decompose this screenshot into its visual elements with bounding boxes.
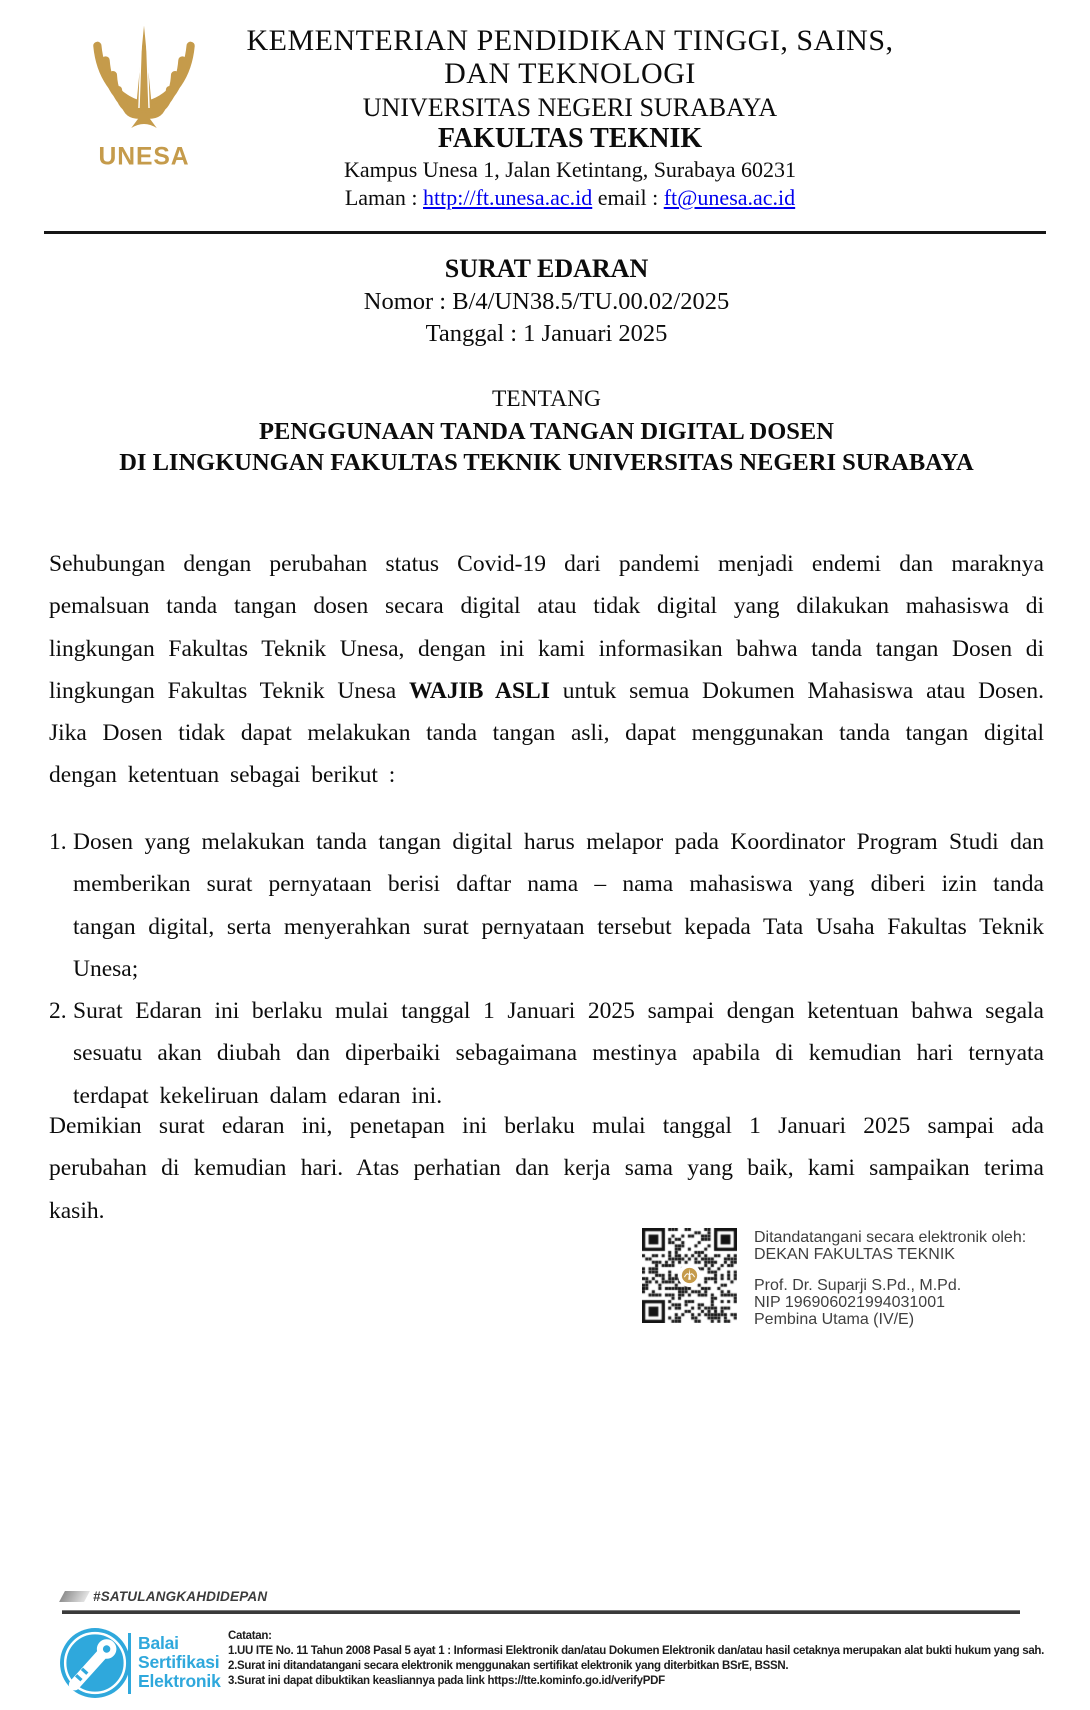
about-label: TENTANG (491, 386, 602, 412)
opening-paragraph (49, 543, 1044, 797)
bse-wordmark (138, 1634, 221, 1691)
footer-notes (228, 1629, 1058, 1689)
note-line: 3.Surat ini dapat dibuktikan keasliannya pada link https://tte.kominfo.go.id/verifyPDF (228, 1675, 665, 1687)
tagline-accent-shape (59, 1591, 90, 1602)
laman-label: Laman : (344, 185, 424, 210)
campus-address: Kampus Unesa 1, Jalan Ketintang, Surabaya 60231 (343, 157, 797, 182)
paragraph-text: Sehubungan dengan perubahan status Covid-19 dari pandemi menjadi endemi dan maraknya pemalsuan tanda tangan dosen secara digital atau tidak digital yang dilakukan mahasiswa di lingkungan Fakultas Teknik Unesa, dengan ini kami informasikan bahwa tanda tangan Dosen di lingkungan Fakultas Teknik Unesa (49, 551, 1044, 704)
university-name: UNIVERSITAS NEGERI SURABAYA (362, 93, 778, 122)
letter-subject-block (49, 384, 1044, 479)
unesa-logo-text: UNESA (98, 143, 190, 171)
footer-divider (62, 1610, 1020, 1614)
letter-title-block (49, 253, 1044, 351)
signer-position: DEKAN FAKULTAS TEKNIK (754, 1246, 955, 1263)
list-item-text: Surat Edaran ini berlaku mulai tanggal 1 Januari 2025 sampai dengan ketentuan bahwa segala sesuatu akan diubah dan diperbaiki sebagaimana mestinya apabila di kemudian hari ternyata terdapat kekeliruan dalam edaran ini. (73, 998, 1044, 1109)
note-line: 1.UU ITE No. 11 Tahun 2008 Pasal 5 ayat 1 : Informasi Elektronik dan/atau Dokumen Elektronik dan/atau hasil cetaknya merupakan alat bukti hukum yang sah. (228, 1645, 1045, 1657)
list-item-number: 2. (49, 998, 67, 1025)
provisions-list (49, 821, 1044, 1117)
subject-line1: PENGGUNAAN TANDA TANGAN DIGITAL DOSEN (259, 417, 834, 445)
bse-name-line1: Balai (138, 1633, 179, 1653)
bse-vertical-divider (128, 1633, 131, 1694)
email-label: email : (592, 185, 664, 210)
unesa-mini-emblem-icon (681, 1267, 698, 1284)
signature-block (754, 1229, 1074, 1328)
website-link[interactable]: http://ft.unesa.ac.id (423, 185, 593, 210)
faculty-name: FAKULTAS TEKNIK (437, 123, 703, 154)
note-line: 2.Surat ini ditandatangani secara elektronik menggunakan sertifikat elektronik yang diterbitkan BSrE, BSSN. (228, 1660, 789, 1672)
email-link[interactable]: ft@unesa.ac.id (663, 185, 796, 210)
letterhead (100, 24, 1040, 212)
spacer (754, 1263, 1074, 1277)
letterhead-divider (44, 231, 1046, 234)
signed-by-label: Ditandatangani secara elektronik oleh: (754, 1229, 1027, 1246)
closing-paragraph: Demikian surat edaran ini, penetapan ini berlaku mulai tanggal 1 Januari 2025 sampai ada perubahan di kemudian hari. Atas perhatian dan kerja sama yang baik, kami sampaikan terima kasih. (49, 1113, 1044, 1224)
list-item (49, 821, 1044, 990)
signature-qr-code (642, 1228, 737, 1323)
list-item (49, 990, 1044, 1117)
footer-tagline: #SATULANGKAHDIDEPAN (93, 1588, 268, 1604)
wajib-asli-emphasis: WAJIB ASLI (409, 677, 550, 704)
subject-line2: DI LINGKUNGAN FAKULTAS TEKNIK UNIVERSITAS NEGERI SURABAYA (119, 449, 974, 476)
document-type: SURAT EDARAN (444, 254, 649, 283)
signer-rank: Pembina Utama (IV/E) (754, 1311, 915, 1328)
contact-line (100, 184, 1040, 212)
bse-name-line2: Sertifikasi (138, 1652, 220, 1672)
notes-title: Catatan: (228, 1630, 272, 1642)
paragraph-text: untuk semua Dokumen Mahasiswa atau Dosen. Jika Dosen tidak dapat melakukan tanda tangan asli, dapat menggunakan tanda tangan digital dengan ketentuan sebagai berikut : (49, 677, 1044, 789)
letter-date: Tanggal : 1 Januari 2025 (425, 320, 668, 347)
qr-center-emblem (678, 1264, 701, 1287)
letter-number: Nomor : B/4/UN38.5/TU.00.02/2025 (363, 287, 730, 315)
list-item-number: 1. (49, 829, 67, 855)
signer-nip: NIP 196906021994031001 (754, 1294, 945, 1311)
bse-name-line3: Elektronik (138, 1671, 221, 1691)
signer-name: Prof. Dr. Suparji S.Pd., M.Pd. (754, 1277, 962, 1294)
ministry-name-line2: DAN TEKNOLOGI (444, 57, 696, 90)
ministry-name-line1: KEMENTERIAN PENDIDIKAN TINGGI, SAINS, (246, 24, 894, 57)
footer-tagline-block (62, 1588, 267, 1604)
bse-key-logo-icon (59, 1627, 131, 1699)
list-item-text: Dosen yang melakukan tanda tangan digital harus melapor pada Koordinator Program Studi dan memberikan surat pernyataan berisi daftar nama – nama mahasiswa yang diberi izin tanda tangan digital, serta menyerahkan surat pernyataan tersebut kepada Tata Usaha Fakultas Teknik Unesa; (73, 829, 1044, 982)
